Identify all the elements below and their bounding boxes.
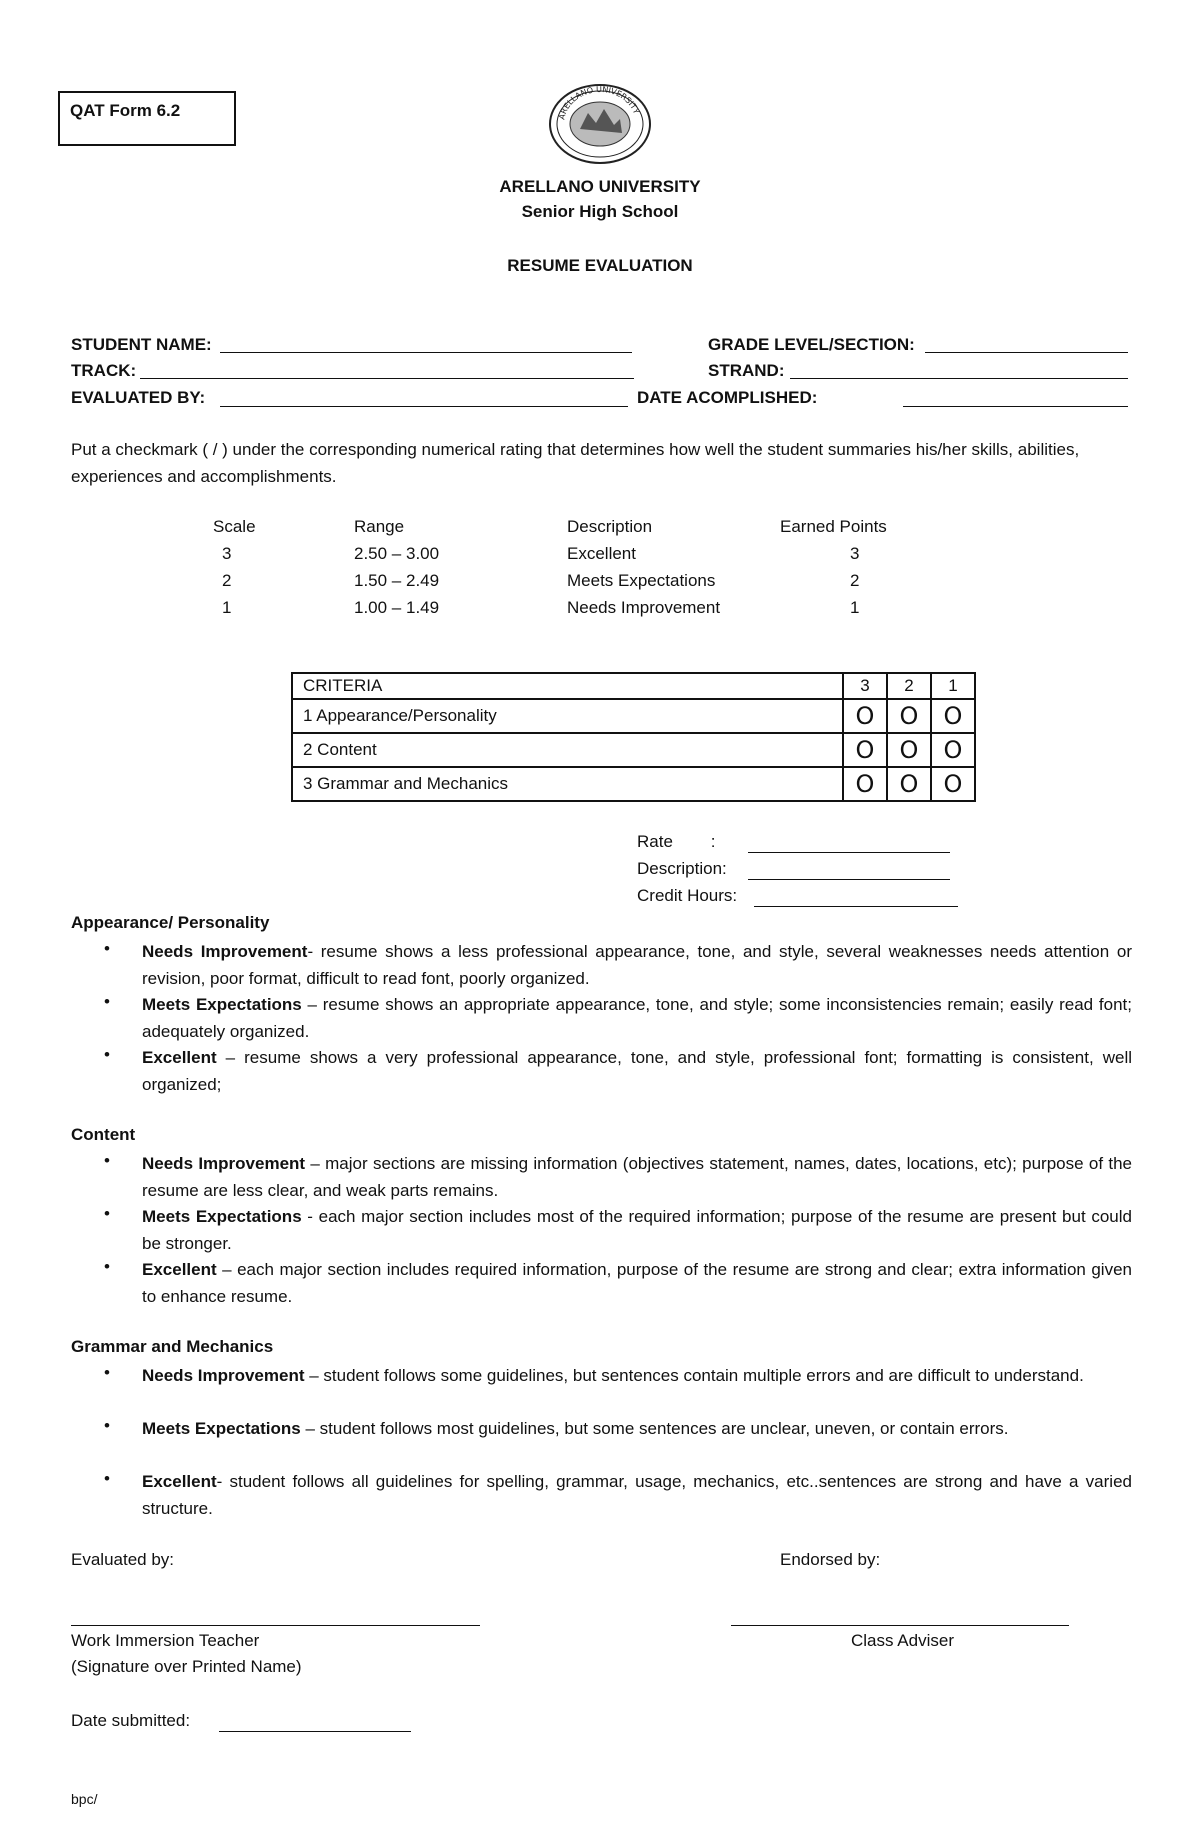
criteria-row <box>292 767 975 801</box>
evaluated-by-label: EVALUATED BY: <box>71 388 206 407</box>
bullet-icon: • <box>104 939 110 958</box>
description-value: Meets Expectations <box>567 571 716 590</box>
item-label: Meets Expectations <box>142 1207 302 1226</box>
evaluated-by-signature-label: Evaluated by: <box>71 1550 175 1569</box>
points-value: 3 <box>850 544 860 563</box>
item-text <box>142 1045 1132 1098</box>
university-name: ARELLANO UNIVERSITY <box>499 177 701 196</box>
teacher-title: Work Immersion Teacher <box>71 1631 260 1650</box>
item-label: Meets Expectations <box>142 995 302 1014</box>
scale-value: 2 <box>222 571 232 590</box>
adviser-title: Class Adviser <box>851 1631 954 1650</box>
teacher-signature-line[interactable] <box>71 1625 480 1626</box>
item-description: – major sections are missing information (objectives statement, names, dates, locations, etc); purpose of the resume are less clear, and weak parts remains. <box>142 1154 1132 1200</box>
item-label: Needs Improvement <box>142 1154 306 1173</box>
form-code: QAT Form 6.2 <box>70 101 181 120</box>
credit-hours-label: Credit Hours: <box>637 886 738 905</box>
item-text <box>142 939 1132 992</box>
rating-2-radio[interactable]: O <box>887 699 931 733</box>
bullet-icon: • <box>104 1363 110 1382</box>
section-title: Content <box>71 1125 136 1144</box>
item-text <box>142 1204 1132 1257</box>
item-label: Needs Improvement <box>142 942 308 961</box>
item-text <box>142 1363 1132 1390</box>
item-description: - student follows all guidelines for spelling, grammar, usage, mechanics, etc..sentences are strong and have a varied structure. <box>142 1472 1132 1518</box>
section-title: Appearance/ Personality <box>71 913 270 932</box>
item-description: – resume shows a very professional appearance, tone, and style, professional font; formatting is consistent, well organized; <box>142 1048 1132 1094</box>
range-header: Range <box>354 517 405 536</box>
scale-value: 3 <box>222 544 232 563</box>
criteria-row <box>292 699 975 733</box>
rating-2-radio[interactable]: O <box>887 733 931 767</box>
item-label: Meets Expectations <box>142 1419 301 1438</box>
bullet-icon: • <box>104 1416 110 1435</box>
criteria-label: 2 Content <box>292 733 843 767</box>
strand-label: STRAND: <box>708 361 785 380</box>
range-value: 2.50 – 3.00 <box>354 544 440 563</box>
item-label: Needs Improvement <box>142 1366 305 1385</box>
criteria-header: CRITERIA <box>292 673 843 699</box>
rating-2-header: 2 <box>887 673 931 699</box>
item-text <box>142 1151 1132 1204</box>
rate-label: Rate : <box>637 832 716 851</box>
item-text <box>142 1257 1132 1310</box>
grade-level-label: GRADE LEVEL/SECTION: <box>708 335 915 354</box>
form-code-box <box>58 91 236 146</box>
seal-text: ARELLANO UNIVERSITY <box>557 84 641 121</box>
rating-3-radio[interactable]: O <box>843 767 887 801</box>
rating-1-radio[interactable]: O <box>931 699 975 733</box>
track-line[interactable] <box>140 378 634 379</box>
rating-2-radio[interactable]: O <box>887 767 931 801</box>
item-text <box>142 992 1132 1045</box>
footer-note: bpc/ <box>71 1791 98 1807</box>
item-text <box>142 1416 1132 1443</box>
scale-header: Scale <box>213 517 256 536</box>
range-value: 1.50 – 2.49 <box>354 571 440 590</box>
points-value: 1 <box>850 598 860 617</box>
scale-value: 1 <box>222 598 232 617</box>
criteria-label: 3 Grammar and Mechanics <box>292 767 843 801</box>
rating-3-radio[interactable]: O <box>843 733 887 767</box>
evaluated-by-line[interactable] <box>220 406 628 407</box>
description-label: Description: <box>637 859 727 878</box>
points-value: 2 <box>850 571 860 590</box>
criteria-table <box>291 672 976 802</box>
instructions-text: Put a checkmark ( / ) under the corresponding numerical rating that determines how well the student summaries his/her skills, abilities, experiences and accomplishments. <box>71 440 1080 486</box>
date-submitted-line[interactable] <box>219 1731 411 1732</box>
bullet-icon: • <box>104 1204 110 1223</box>
adviser-signature-line[interactable] <box>731 1625 1069 1626</box>
student-name-line[interactable] <box>220 352 632 353</box>
description-header: Description <box>567 517 653 536</box>
bullet-icon: • <box>104 1257 110 1276</box>
description-value: Needs Improvement <box>567 598 721 617</box>
grade-level-line[interactable] <box>925 352 1128 353</box>
date-accomplished-label: DATE ACOMPLISHED: <box>637 388 818 407</box>
bullet-icon: • <box>104 1045 110 1064</box>
item-label: Excellent <box>142 1048 217 1067</box>
track-label: TRACK: <box>71 361 137 380</box>
item-description: – student follows some guidelines, but sentences contain multiple errors and are difficult to understand. <box>304 1366 1084 1385</box>
item-description: – student follows most guidelines, but some sentences are unclear, uneven, or contain errors. <box>300 1419 1009 1438</box>
section-title: Grammar and Mechanics <box>71 1337 274 1356</box>
points-header: Earned Points <box>780 517 887 536</box>
school-name: Senior High School <box>521 202 679 221</box>
item-text <box>142 1469 1132 1522</box>
description-line[interactable] <box>748 879 950 880</box>
item-description: – each major section includes required information, purpose of the resume are strong and clear; extra information given to enhance resume. <box>142 1260 1132 1306</box>
item-description: - each major section includes most of the required information; purpose of the resume are present but could be stronger. <box>142 1207 1132 1253</box>
bullet-icon: • <box>104 1151 110 1170</box>
criteria-header-row <box>292 673 975 699</box>
strand-line[interactable] <box>790 378 1128 379</box>
item-label: Excellent <box>142 1260 217 1279</box>
endorsed-by-label: Endorsed by: <box>780 1550 881 1569</box>
teacher-note: (Signature over Printed Name) <box>71 1657 302 1676</box>
item-description: – resume shows an appropriate appearance, tone, and style; some inconsistencies remain; easily read font; adequately organized. <box>142 995 1132 1041</box>
student-name-label: STUDENT NAME: <box>71 335 212 354</box>
bullet-icon: • <box>104 1469 110 1488</box>
rating-1-header: 1 <box>931 673 975 699</box>
date-submitted-label: Date submitted: <box>71 1711 191 1730</box>
bullet-icon: • <box>104 992 110 1011</box>
description-value: Excellent <box>567 544 636 563</box>
criteria-row <box>292 733 975 767</box>
rating-1-radio[interactable]: O <box>931 733 975 767</box>
range-value: 1.00 – 1.49 <box>354 598 440 617</box>
rating-3-radio[interactable]: O <box>843 699 887 733</box>
page-title: RESUME EVALUATION <box>507 256 693 275</box>
rate-line[interactable] <box>748 852 950 853</box>
rating-1-radio[interactable]: O <box>931 767 975 801</box>
rating-3-header: 3 <box>843 673 887 699</box>
credit-hours-line[interactable] <box>754 906 958 907</box>
item-label: Excellent <box>142 1472 217 1491</box>
criteria-label: 1 Appearance/Personality <box>292 699 843 733</box>
date-accomplished-line[interactable] <box>903 406 1128 407</box>
university-seal-logo <box>548 83 652 165</box>
item-description: - resume shows a less professional appearance, tone, and style, several weaknesses needs attention or revision, poor format, difficult to read font, poorly organized. <box>142 942 1132 988</box>
